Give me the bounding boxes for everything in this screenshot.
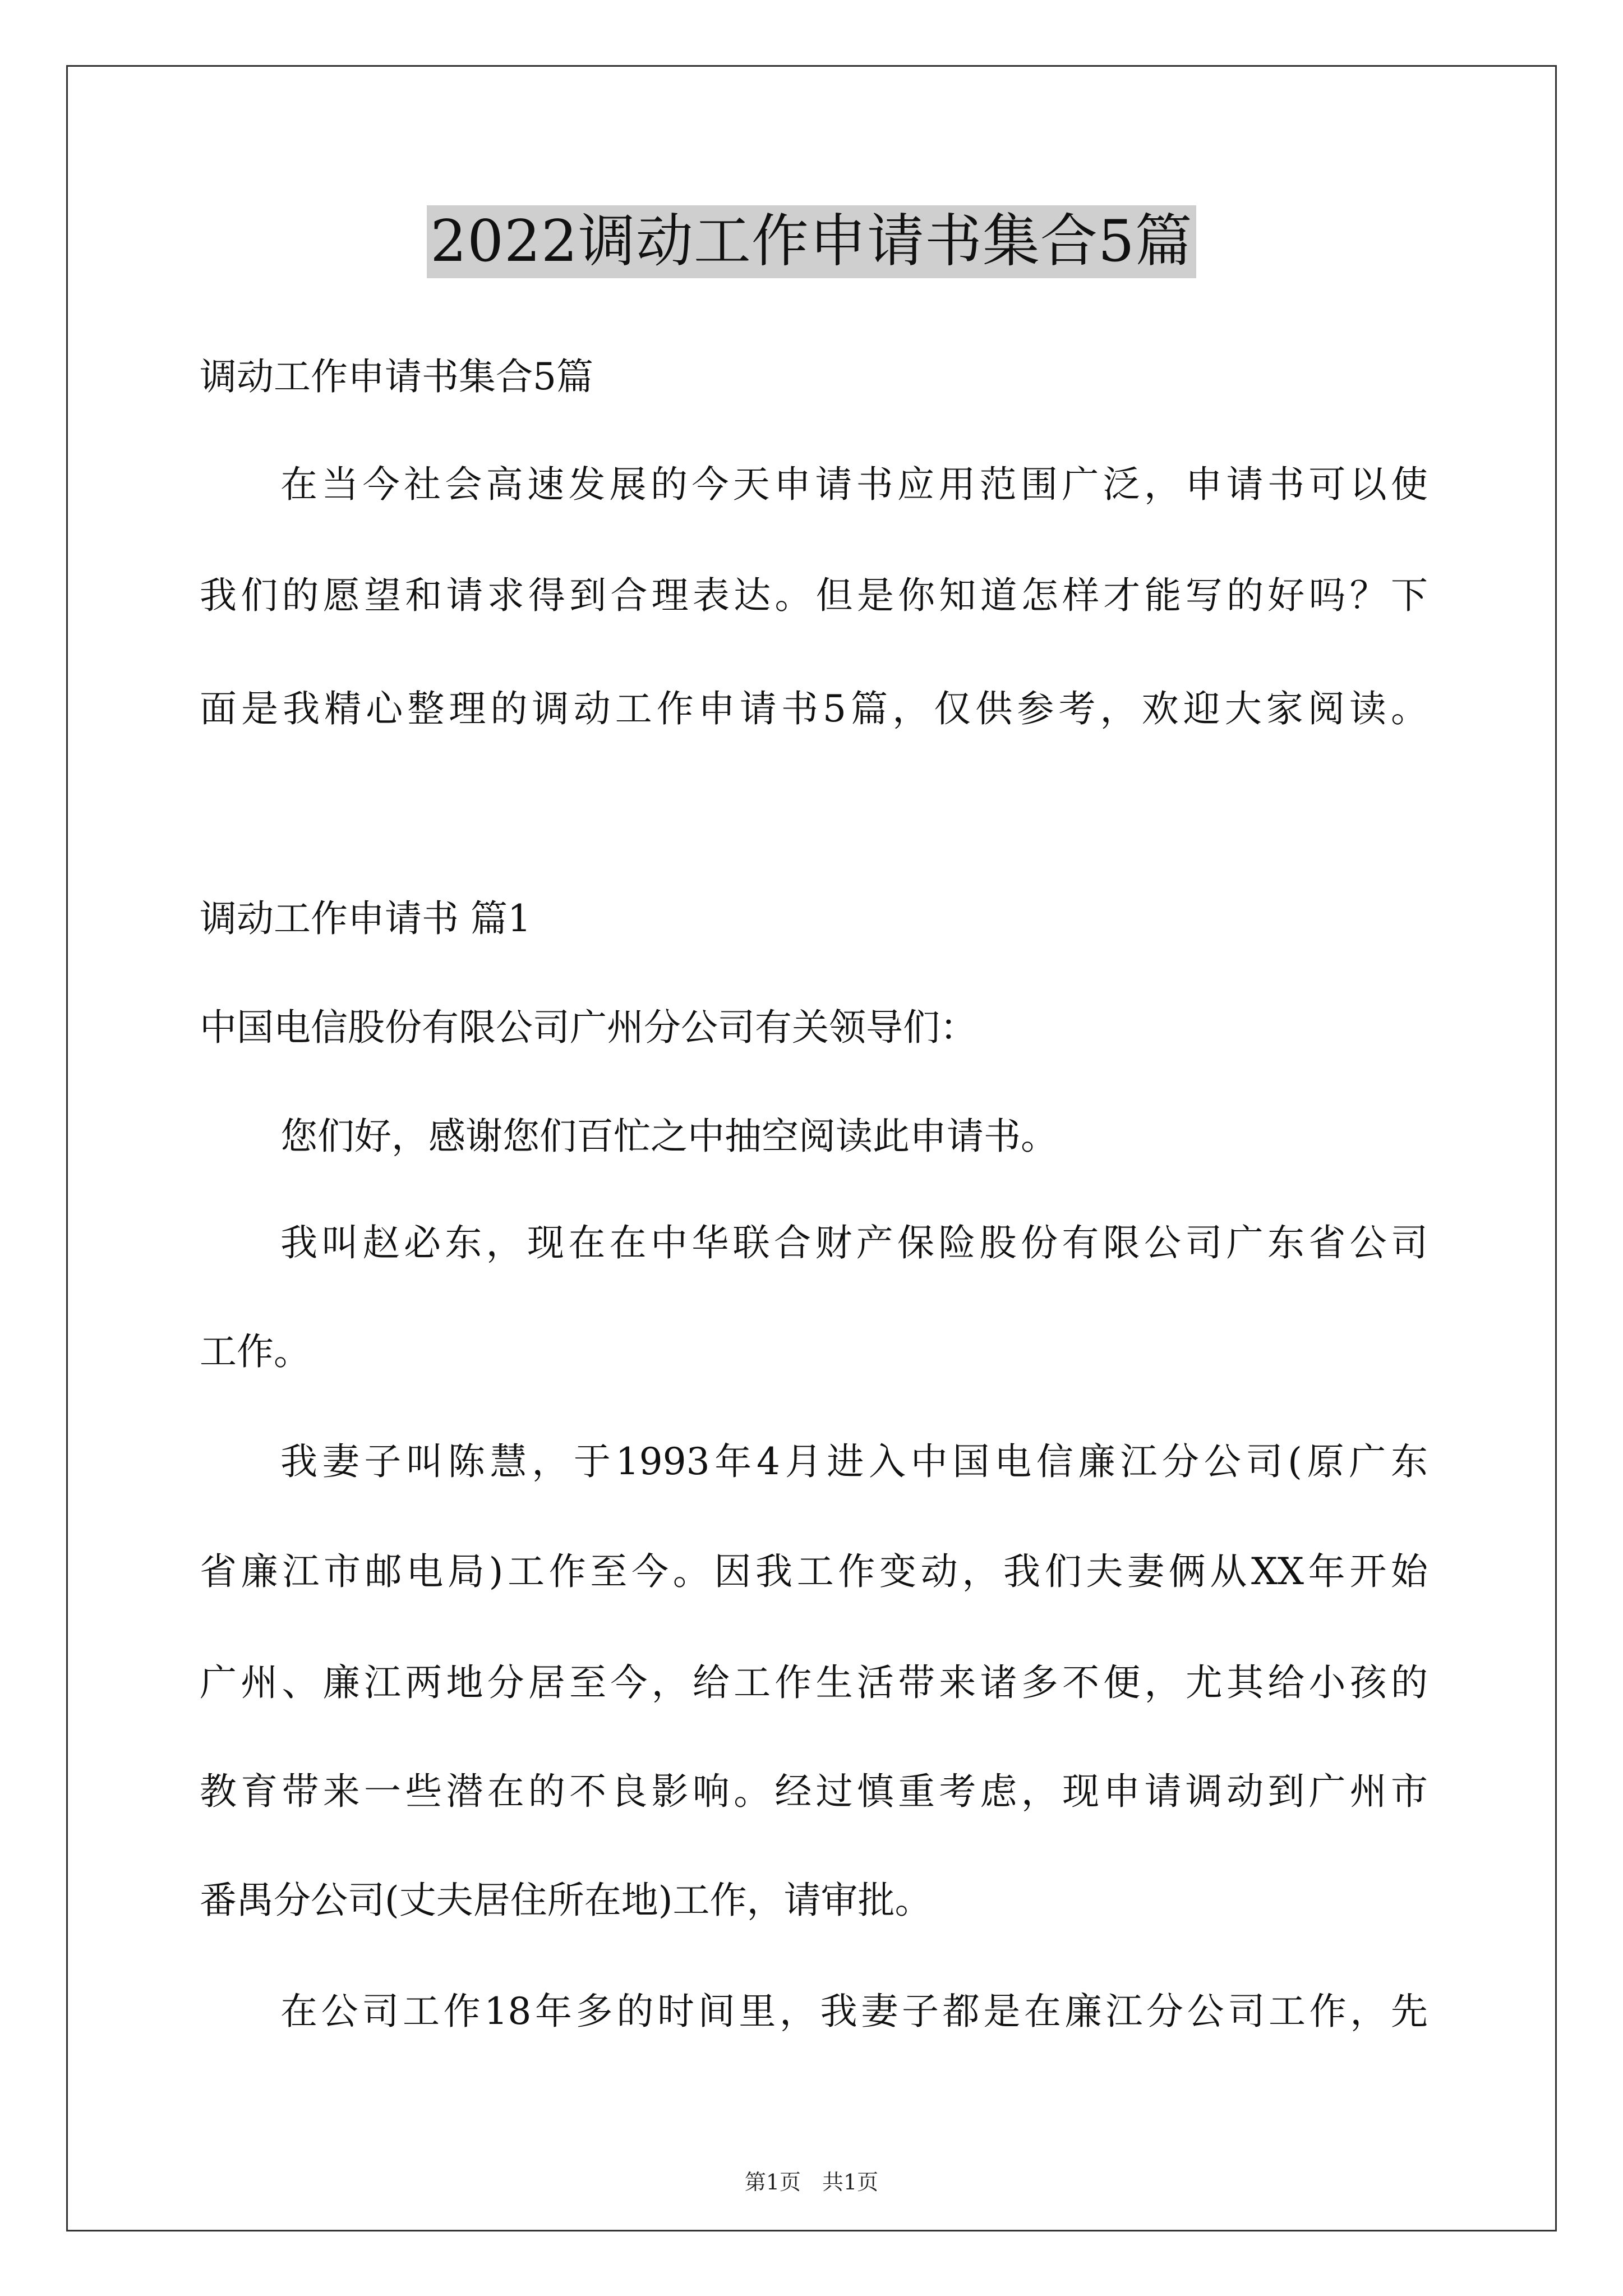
page-footer: 第1页 共1页 xyxy=(744,2170,879,2194)
paragraph-line: 番禺分公司(丈夫居住所在地)工作，请审批。 xyxy=(200,1879,932,1922)
section-heading: 调动工作申请书 篇1 xyxy=(200,897,531,940)
greeting-line: 您们好，感谢您们百忙之中抽空阅读此申请书。 xyxy=(280,1115,1058,1158)
subtitle-line: 调动工作申请书集合5篇 xyxy=(200,355,593,398)
salutation-line: 中国电信股份有限公司广州分公司有关领导们： xyxy=(200,1006,977,1049)
paragraph-line: 工作。 xyxy=(200,1330,311,1373)
paragraph-line: 省廉江市邮电局)工作至今。因我工作变动，我们夫妻俩从XX年开始 xyxy=(200,1550,1428,1593)
intro-line-1: 在当今社会高速发展的今天申请书应用范围广泛，申请书可以使 xyxy=(280,463,1428,506)
intro-line-2: 我们的愿望和请求得到合理表达。但是你知道怎样才能写的好吗？下 xyxy=(200,574,1428,617)
paragraph-line: 广州、廉江两地分居至今，给工作生活带来诸多不便，尤其给小孩的 xyxy=(200,1661,1428,1704)
paragraph-line: 我妻子叫陈慧，于1993年4月进入中国电信廉江分公司(原广东 xyxy=(280,1440,1428,1483)
intro-line-3: 面是我精心整理的调动工作申请书5篇，仅供参考，欢迎大家阅读。 xyxy=(200,687,1428,730)
document-title: 2022调动工作申请书集合5篇 xyxy=(427,205,1196,278)
title-wrap xyxy=(0,205,1623,278)
paragraph-line: 在公司工作18年多的时间里，我妻子都是在廉江分公司工作，先 xyxy=(280,1990,1428,2033)
paragraph-line: 我叫赵必东，现在在中华联合财产保险股份有限公司广东省公司 xyxy=(280,1221,1428,1264)
paragraph-line: 教育带来一些潜在的不良影响。经过慎重考虑，现申请调动到广州市 xyxy=(200,1770,1428,1813)
